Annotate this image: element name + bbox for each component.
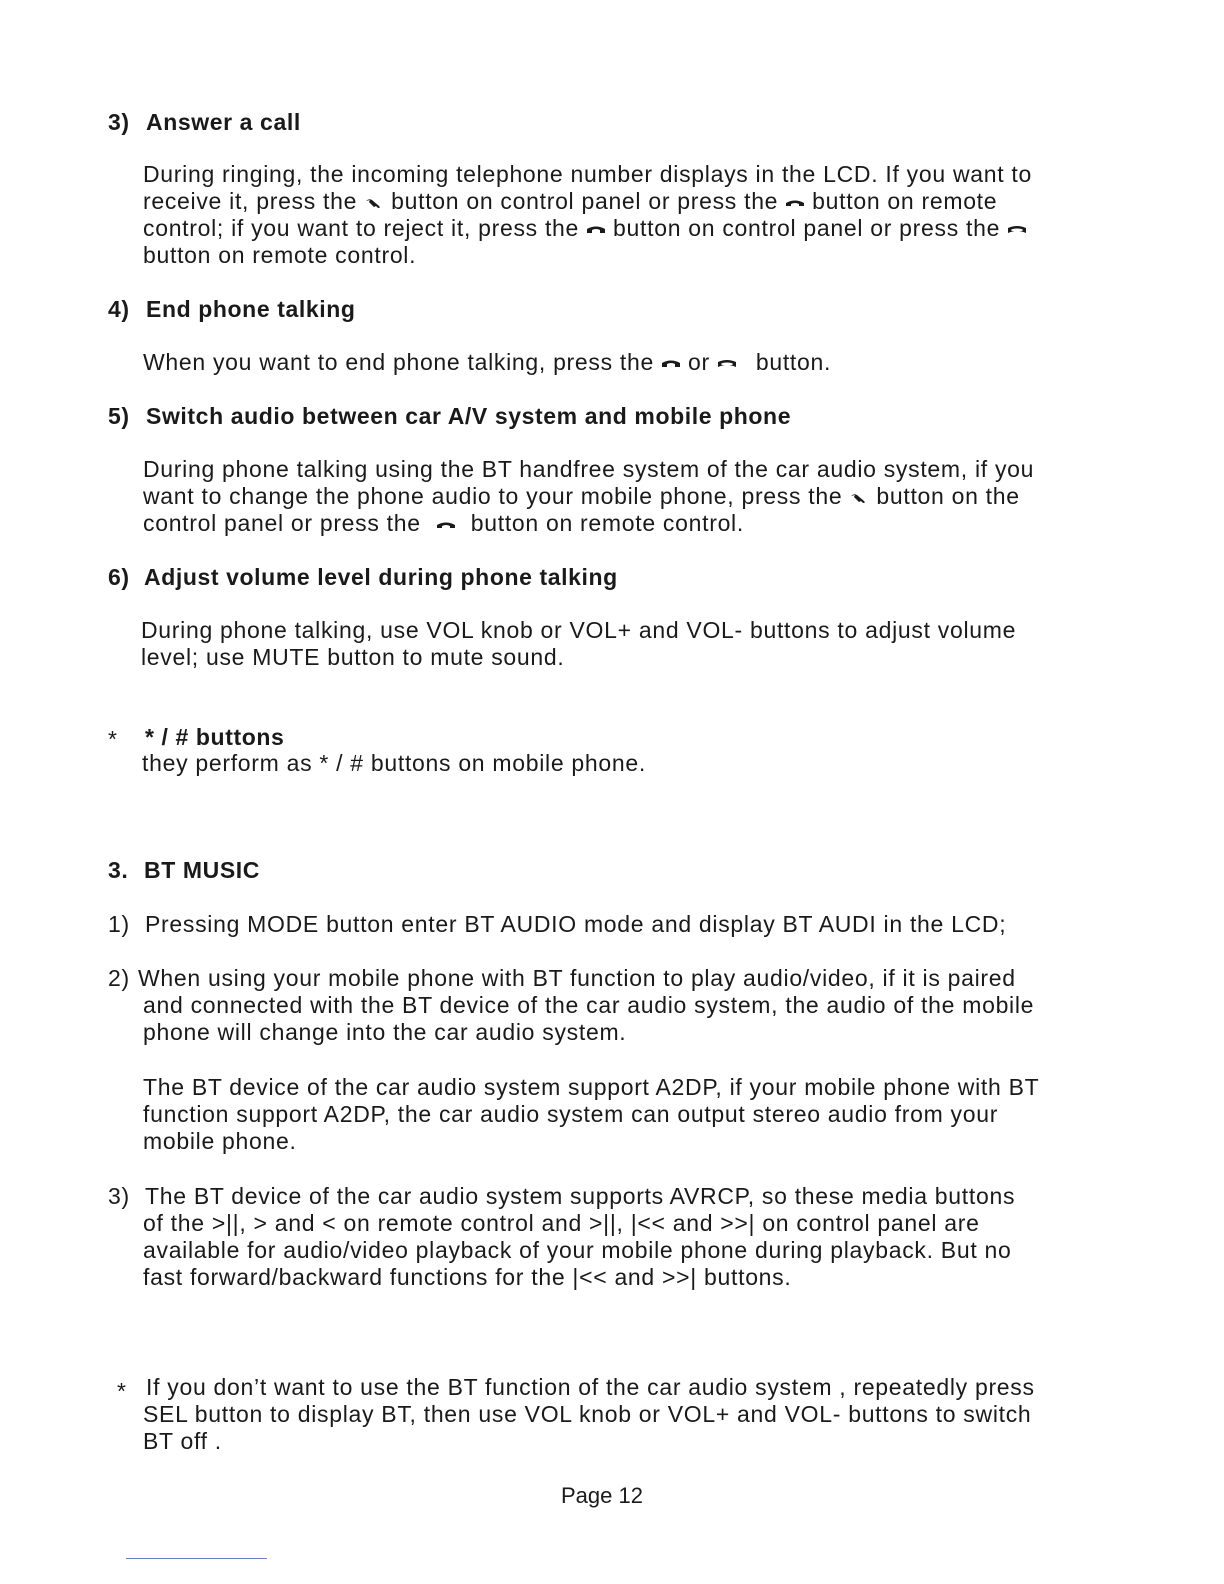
- section-number: 6): [108, 564, 130, 590]
- section-heading-adjust-volume: Adjust volume level during phone talking: [144, 564, 618, 590]
- page-number: Page 12: [561, 1483, 643, 1508]
- paragraph-line: control panel or press the button on remote control.: [143, 510, 744, 536]
- section-heading-answer-call: Answer a call: [146, 109, 301, 135]
- list-number: 2): [108, 965, 130, 991]
- section-number: 5): [108, 403, 130, 429]
- paragraph-line: they perform as * / # buttons on mobile phone.: [142, 750, 646, 776]
- paragraph-line: During phone talking using the BT handfree system of the car audio system, if you: [143, 456, 1035, 482]
- paragraph-line: phone will change into the car audio system.: [143, 1019, 627, 1045]
- section-heading-switch-audio: Switch audio between car A/V system and mobile phone: [146, 403, 792, 429]
- paragraph-line: available for audio/video playback of your mobile phone during playback. But no: [143, 1237, 1012, 1263]
- paragraph-line: button on remote control.: [143, 242, 417, 268]
- phone-end-icon: [660, 358, 682, 370]
- paragraph-line: control; if you want to reject it, press the button on control panel or press the: [143, 215, 1034, 242]
- section-number: 3): [108, 109, 130, 135]
- paragraph-line: and connected with the BT device of the car audio system, the audio of the mobile: [143, 992, 1035, 1018]
- section-heading-star-hash: * / # buttons: [145, 724, 285, 750]
- paragraph-line: SEL button to display BT, then use VOL knob or VOL+ and VOL- buttons to switch: [143, 1401, 1032, 1427]
- paragraph-line: The BT device of the car audio system support A2DP, if your mobile phone with BT: [143, 1074, 1040, 1100]
- phone-answer-remote-icon: [784, 197, 806, 209]
- phone-reject-remote-icon: [1006, 224, 1028, 236]
- bullet-star: *: [117, 1378, 127, 1404]
- paragraph-line: If you don’t want to use the BT function of the car audio system , repeatedly press: [146, 1374, 1035, 1400]
- paragraph-line: level; use MUTE button to mute sound.: [141, 644, 565, 670]
- paragraph-line: fast forward/backward functions for the |<< and >>| buttons.: [143, 1264, 792, 1290]
- phone-reject-icon: [585, 224, 607, 236]
- paragraph-line: of the >||, > and < on remote control and >||, |<< and >>| on control panel are: [143, 1210, 980, 1236]
- footer-divider: [126, 1558, 267, 1559]
- phone-answer-remote-icon: [435, 519, 457, 531]
- paragraph-line: mobile phone.: [143, 1128, 297, 1154]
- phone-answer-icon: [848, 492, 870, 504]
- paragraph-line: When using your mobile phone with BT function to play audio/video, if it is paired: [138, 965, 1016, 991]
- paragraph-line: During ringing, the incoming telephone number displays in the LCD. If you want to: [143, 161, 1033, 187]
- section-heading-bt-music: BT MUSIC: [144, 857, 260, 883]
- paragraph-line: want to change the phone audio to your mobile phone, press the button on the: [143, 483, 1020, 509]
- paragraph-line: During phone talking, use VOL knob or VOL+ and VOL- buttons to adjust volume: [141, 617, 1017, 643]
- paragraph-line: The BT device of the car audio system supports AVRCP, so these media buttons: [145, 1183, 1016, 1209]
- paragraph-line: function support A2DP, the car audio system can output stereo audio from your: [143, 1101, 999, 1127]
- list-number: 1): [108, 911, 130, 937]
- paragraph-line: BT off .: [143, 1428, 222, 1454]
- paragraph-line: When you want to end phone talking, press the or button.: [143, 349, 832, 375]
- bullet-star: *: [108, 726, 118, 752]
- list-number: 3): [108, 1183, 130, 1209]
- paragraph-line: Pressing MODE button enter BT AUDIO mode and display BT AUDI in the LCD;: [145, 911, 1007, 937]
- phone-answer-icon: [363, 197, 385, 209]
- section-heading-end-phone: End phone talking: [146, 296, 356, 322]
- section-number: 3.: [108, 857, 129, 883]
- section-number: 4): [108, 296, 130, 322]
- phone-end-remote-icon: [716, 358, 738, 370]
- paragraph-line: receive it, press the button on control panel or press the button on remote: [143, 188, 998, 214]
